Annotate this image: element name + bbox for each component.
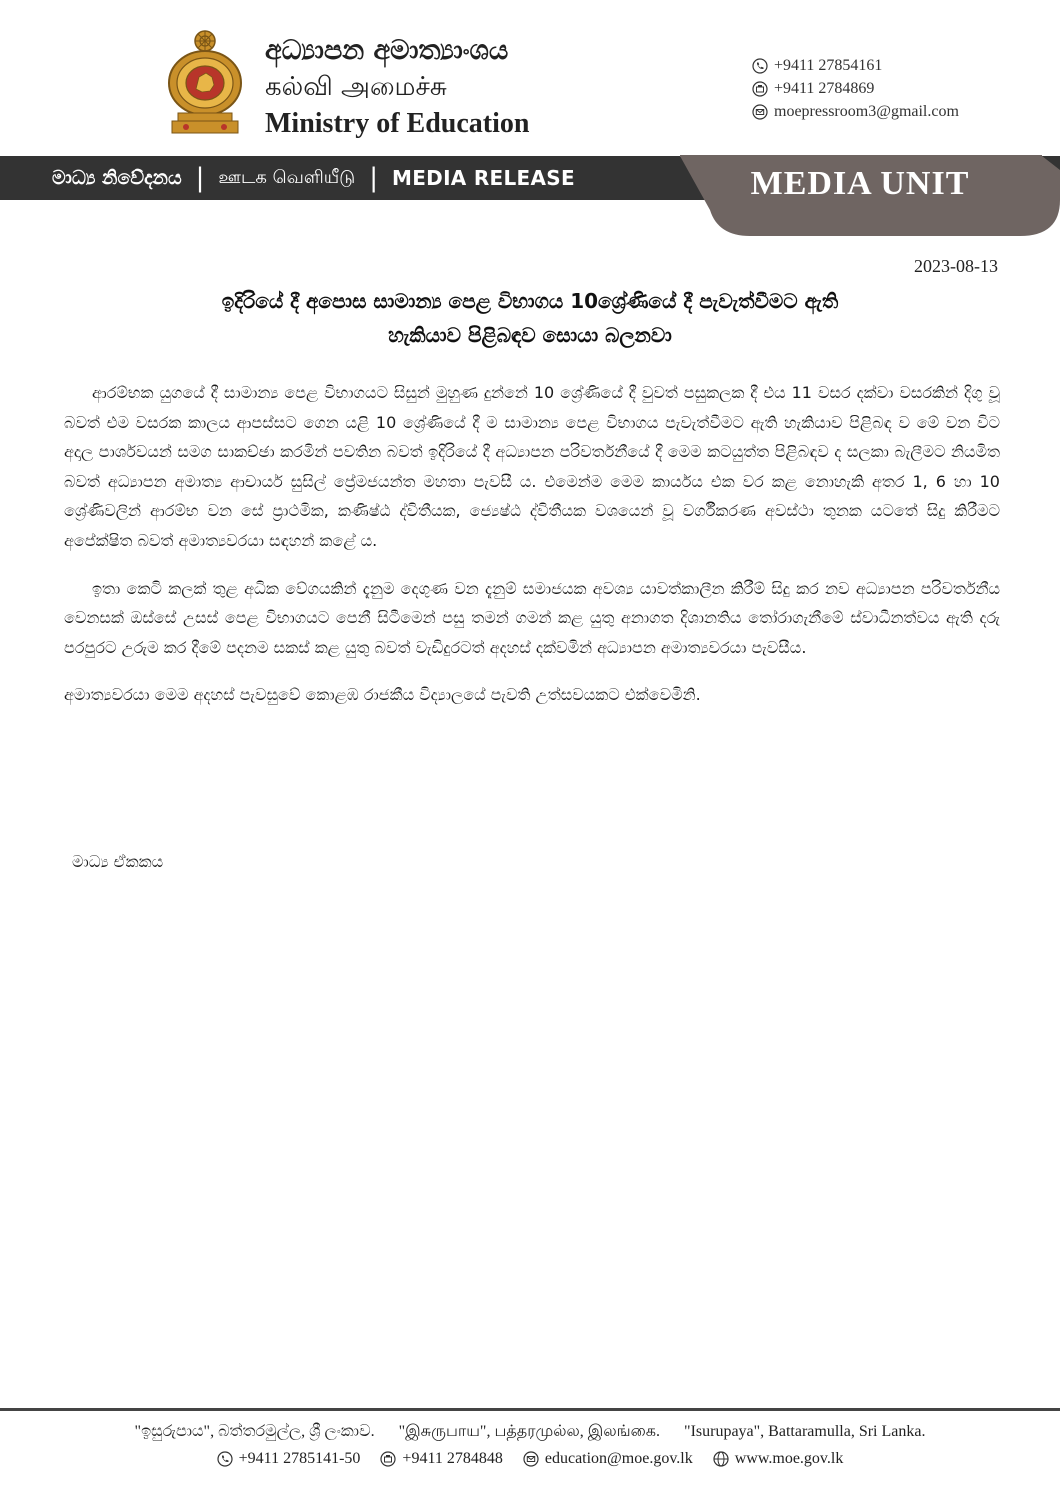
media-release-english: MEDIA RELEASE (392, 166, 575, 190)
band-separator: | (195, 163, 205, 193)
footer-email-text: education@moe.gov.lk (544, 1450, 693, 1467)
ministry-name-english: Ministry of Education (265, 108, 530, 139)
contact-email (752, 103, 1012, 121)
footer-address-english: "Isurupaya", Battaramulla, Sri Lanka. (684, 1423, 926, 1440)
media-release-labels (52, 156, 575, 200)
contact-phone (752, 57, 1012, 75)
contact-phone-text: +9411 27854161 (774, 57, 883, 74)
body-paragraph-3: අමාත්‍යවරයා මෙම අදහස් පැවසුවේ කොළඹ රාජකීය විද්‍යාලයේ පැවති උත්සවයකට එක්වෙමිනි. (64, 685, 701, 705)
contact-fax (752, 80, 1012, 98)
fax-icon (752, 81, 768, 97)
email-icon (752, 104, 768, 120)
release-date: 2023-08-13 (914, 256, 998, 276)
body-paragraph-1: ආරම්භක යුගයේ දී සාමාන්‍ය පෙළ විභාගයට සිසුන් මුහුණ දුන්නේ 10 ශ්‍රේණියේ දී වුවත් පසුකලක දී එය 11 වසර දක්වා වසරකින් දිගු වූ බවත් එම වසරක කාලය ආපස්සට ගෙන යළි 10 ශ්‍රේණියේ දී ම සාමාන්‍ය පෙළ විභාගය පැවැත්වීමට ඇති හැකියාව පිළිබඳ ව මේ වන විට අදාල පාර්ශවයන් සමග සාකච්ඡා කරමින් පවතින බවත් ඉදිරියේ දී අධ්‍යාපන පරිවර්තනීයේ දී මෙම කටයුත්ත පිළිබඳව ද සලකා බැලීමට නියමිත බවත් අධ්‍යාපන අමාත්‍ය ආචාර්ය සුසිල් ප්‍රේමජයන්ත මහතා පැවසී ය. එමෙන්ම මෙම කාර්යය එක වර කළ නොහැකි අතර 1, 6 හා 10 ශ්‍රේණිවලින් ආරම්භ වන සේ ප්‍රාථමික, කණිෂ්ඨ ද්විතීයක, ජ්‍යෙෂ්ඨ ද්විතීයක වශයෙන් වූ වර්ගීකරණ අවස්ථා තුනක යටතේ සිදු කිරීමට අපේක්ෂිත බවත් අමාත්‍යවරයා සඳහන් කළේ ය. (64, 383, 1000, 550)
footer-website-text: www.moe.gov.lk (734, 1450, 844, 1467)
media-release-sinhala: මාධ්‍ය නිවේදනය (52, 167, 182, 189)
footer-email (523, 1450, 693, 1468)
footer-phone (217, 1450, 361, 1468)
headline-line-1: ඉදිරියේ දී අපොස සාමාන්‍ය පෙළ විභාගය 10ශ්‍රේණියේ දී පැවැත්වීමට ඇති (221, 289, 839, 313)
contact-fax-text: +9411 2784869 (774, 80, 875, 97)
footer-contacts (0, 1450, 1060, 1468)
footer-fax-text: +9411 2784848 (402, 1450, 503, 1467)
headline (100, 284, 960, 352)
fax-icon (380, 1451, 396, 1467)
signature: මාධ්‍ය ඒකකය (72, 852, 164, 871)
contact-email-text: moepressroom3@gmail.com (774, 103, 959, 120)
globe-icon (713, 1451, 729, 1467)
letterhead (0, 0, 1060, 150)
ministry-name-sinhala: අධ්‍යාපන අමාත්‍යාංශය (265, 35, 509, 66)
ministry-name-tamil: கல்வி அமைச்சு (265, 72, 447, 102)
footer-phone-text: +9411 2785141-50 (238, 1450, 361, 1467)
footer-website (713, 1450, 844, 1468)
release-body (64, 378, 1000, 728)
phone-icon (217, 1451, 233, 1467)
body-paragraph-2: ඉතා කෙටි කලක් තුළ අධික වේගයකින් දැනුම දෙගුණ වන දැනුම් සමාජයක අවශ්‍ය යාවත්කාලීන කිරීම් සිදු කර නව අධ්‍යාපන පරිවර්තනීය වෙනසක් ඔස්සේ උසස් පෙළ විභාගයට පෙනී සිටීමෙන් පසු තමන් ගමන් කළ යුතු අනාගත දිශානතිය තෝරාගැනීමේ ස්වාධීනත්වය ඇති දරු පරපුරට උරුම කර දීමේ පදනම සකස් කළ යුතු බවත් වැඩිදුරටත් අදහස් දක්වමින් අධ්‍යාපන අමාත්‍යවරයා පැවසීය. (64, 578, 1000, 657)
footer-address-tamil: "இசுருபாய", பத்தரமுல்ல, இலங்கை. (398, 1423, 661, 1440)
footer-fax (380, 1450, 502, 1468)
email-icon (523, 1451, 539, 1467)
headline-line-2: හැකියාව පිළිබඳව සොයා බලනවා (388, 323, 672, 347)
sri-lanka-emblem-icon (166, 27, 244, 137)
footer-address (0, 1422, 1060, 1442)
footer-divider (0, 1408, 1060, 1411)
media-release-tamil: ஊடக வெளியீடு (218, 166, 356, 188)
phone-icon (752, 58, 768, 74)
band-separator: | (369, 163, 378, 193)
footer-address-sinhala: "ඉසුරුපාය", බත්තරමුල්ල, ශ්‍රී ලංකාව. (134, 1423, 375, 1440)
media-unit-label: MEDIA UNIT (750, 165, 970, 202)
